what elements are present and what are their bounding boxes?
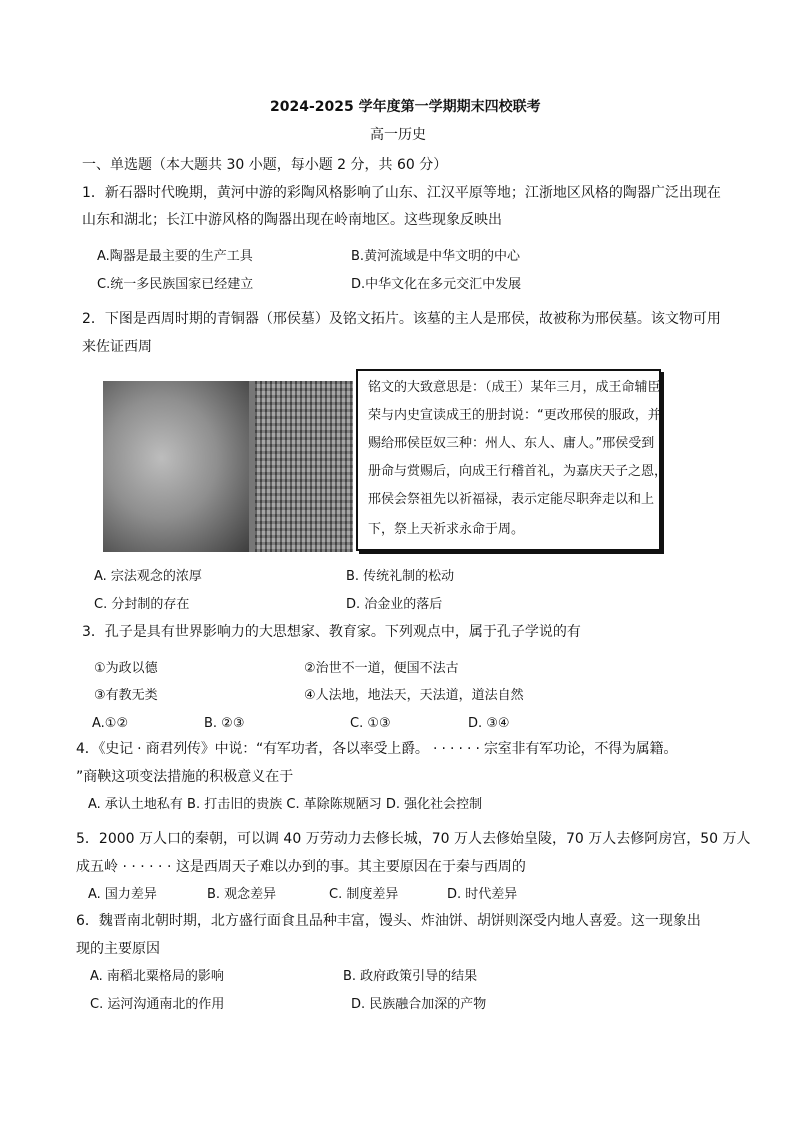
q4-stem-line1: 4．《史记 · 商君列传》中说：“有军功者，各以率受上爵。 · · · · · · 宗室非有军功论，不得为属籍。 (76, 741, 678, 757)
q1-stem-line1: 1．新石器时代晚期，黄河中游的彩陶风格影响了山东、江汉平原等地；江浙地区风格的陶器广泛出现在 (82, 185, 721, 201)
q5-stem-line1: 5．2000 万人口的秦朝，可以调 40 万劳动力去修长城，70 万人去修始皇陵，70 万人去修阿房宫，50 万人 (76, 831, 751, 847)
q5-option-d: D. 时代差异 (447, 887, 518, 902)
q2-stem-line2: 来佐证西周 (82, 339, 152, 355)
q3-item-2: ②治世不一道，便国不法古 (304, 661, 459, 676)
q3-option-b: B. ②③ (204, 716, 245, 731)
q2-stem-line1: 2．下图是西周时期的青铜器（邢侯墓）及铭文拓片。该墓的主人是邢侯，故被称为邢侯墓。该文物可用 (82, 311, 721, 327)
q2-option-c: C. 分封制的存在 (94, 597, 190, 612)
q4-options: A. 承认土地私有 B. 打击旧的贵族 C. 革除陈规陋习 D. 强化社会控制 (88, 797, 483, 812)
q1-option-a: A.陶器是最主要的生产工具 (97, 249, 253, 264)
inscription-rubbing (255, 381, 353, 552)
q3-item-4: ④人法地，地法天，天法道，道法自然 (304, 688, 524, 703)
q1-option-d: D.中华文化在多元交汇中发展 (351, 277, 522, 292)
q6-option-a: A. 南稻北粟格局的影响 (90, 969, 224, 984)
q6-option-c: C. 运河沟通南北的作用 (90, 997, 225, 1012)
q3-item-1: ①为政以德 (94, 661, 158, 676)
inscription-line-5: 邢侯会祭祖先以祈福禄，表示定能尽职奔走以和上 (368, 492, 655, 507)
q3-option-c: C. ①③ (350, 716, 391, 731)
q3-option-a: A.①② (92, 716, 129, 731)
q4-stem-line2: ”商鞅这项变法措施的积极意义在于 (76, 769, 294, 785)
q3-stem: 3．孔子是具有世界影响力的大思想家、教育家。下列观点中，属于孔子学说的有 (82, 624, 581, 640)
q1-option-b: B.黄河流域是中华文明的中心 (351, 249, 521, 264)
bronze-rubbing-image (103, 381, 353, 552)
inscription-translation-box (356, 369, 668, 551)
q6-option-d: D. 民族融合加深的产物 (351, 997, 487, 1012)
subject-title: 高一历史 (370, 127, 426, 143)
q6-stem-line1: 6．魏晋南北朝时期，北方盛行面食且品种丰富，馒头、炸油饼、胡饼则深受内地人喜爱。这一现象出 (76, 913, 701, 929)
q2-option-d: D. 冶金业的落后 (346, 597, 443, 612)
q5-option-c: C. 制度差异 (329, 887, 399, 902)
q2-option-a: A. 宗法观念的浓厚 (94, 569, 202, 584)
q1-stem-line2: 山东和湖北；长江中游风格的陶器出现在岭南地区。这些现象反映出 (82, 212, 502, 228)
q5-stem-line2: 成五岭 · · · · · · 这是西周天子难以办到的事。其主要原因在于秦与西周的 (76, 859, 526, 875)
bronze-vessel-photo (103, 381, 249, 552)
inscription-line-3: 赐给邢侯臣奴三种：州人、东人、庸人。”邢侯受到 (368, 436, 655, 451)
q3-option-d: D. ③④ (468, 716, 510, 731)
q6-stem-line2: 现的主要原因 (76, 941, 160, 957)
inscription-line-4: 册命与赏赐后，向成王行稽首礼，为嘉庆天子之恩， (368, 464, 668, 479)
q2-option-b: B. 传统礼制的松动 (346, 569, 455, 584)
q5-option-a: A. 国力差异 (88, 887, 157, 902)
q5-option-b: B. 观念差异 (207, 887, 277, 902)
section-heading: 一、单选题（本大题共 30 小题，每小题 2 分，共 60 分） (82, 157, 448, 173)
inscription-line-2: 荣与内史宣读成王的册封说：“更改邢侯的服政，并 (368, 408, 661, 423)
inscription-line-6: 下，祭上天祈求永命于周。 (368, 522, 525, 537)
inscription-line-1: 铭文的大致意思是：（成王）某年三月，成王命辅臣 (368, 380, 661, 395)
q6-option-b: B. 政府政策引导的结果 (343, 969, 478, 984)
q1-option-c: C.统一多民族国家已经建立 (97, 277, 254, 292)
exam-title: 2024-2025 学年度第一学期期末四校联考 (270, 99, 541, 115)
q3-item-3: ③有教无类 (94, 688, 158, 703)
